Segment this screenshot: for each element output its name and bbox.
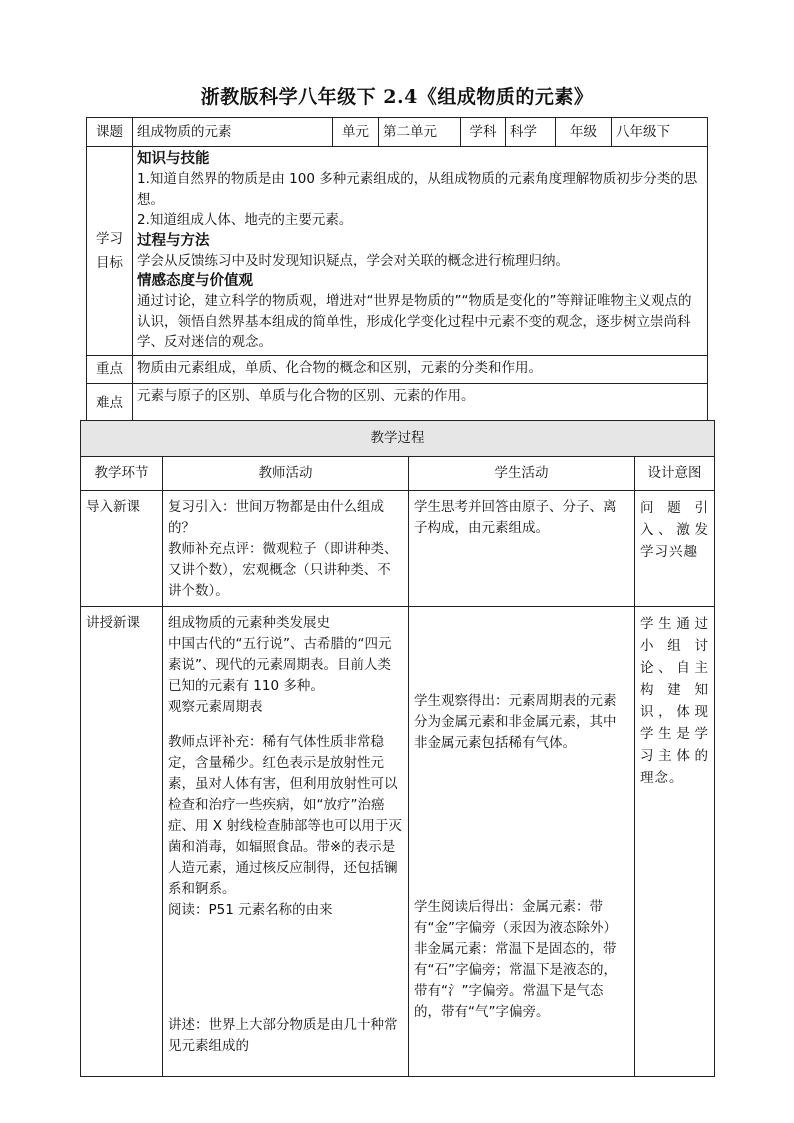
lesson-info-table bbox=[86, 117, 708, 423]
attitude-heading: 情感态度与价值观 bbox=[137, 273, 253, 289]
goals-label-line-2: 目标 bbox=[96, 254, 123, 271]
intent-new-lesson-text: 学生通过小组讨论、自主构建知识，体现学生是学习主体的理念。 bbox=[640, 616, 709, 786]
teacher-intro-question: 复习引入：世间万物都是由什么组成的？ bbox=[168, 499, 384, 536]
subject-label: 学科 bbox=[461, 118, 506, 147]
intent-intro-text: 问题引入、激发学习兴趣 bbox=[640, 500, 709, 560]
col-header-student: 学生活动 bbox=[409, 457, 635, 491]
knowledge-heading: 知识与技能 bbox=[137, 151, 210, 167]
intent-new-lesson bbox=[635, 607, 715, 1077]
subject-value: 科学 bbox=[506, 118, 556, 147]
key-point-label: 重点 bbox=[87, 355, 133, 383]
goals-label-line-1: 学习 bbox=[96, 230, 123, 247]
teacher-activity-intro bbox=[163, 491, 409, 607]
attitude-text: 通过讨论，建立科学的物质观，增进对“世界是物质的”“物质是变化的”等辩证唯物主义观点的认识，领悟自然界基本组成的简单性，形成化学变化过程中元素不变的观念，逐步树立崇尚科学、反对迷信的观念。 bbox=[137, 293, 692, 350]
document-title: 浙教版科学八年级下 2.4《组成物质的元素》 bbox=[200, 86, 594, 108]
topic-label: 课题 bbox=[87, 118, 133, 147]
col-header-stage: 教学环节 bbox=[81, 457, 163, 491]
process-text: 学会从反馈练习中及时发现知识疑点，学会对关联的概念进行梳理归纳。 bbox=[137, 252, 569, 269]
unit-label: 单元 bbox=[333, 118, 379, 147]
student-activity-new bbox=[409, 607, 635, 1077]
teacher-comment: 教师点评补充：稀有气体性质非常稳定，含量稀少。红色表示是放射性元素，虽对人体有害，但利用放射性可以检查和治疗一些疾病，如“放疗”治癌症、用 X 射线检查肺部等也可以用于灭菌和消毒，如辐照食品。带※的表示是人造元素，通过核反应制得，还包括镧系和锕系。 bbox=[168, 734, 402, 897]
intent-intro bbox=[635, 491, 715, 607]
teacher-lecture: 讲述：世界上大部分物质是由几十种常见元素组成的 bbox=[168, 1017, 398, 1054]
teacher-activity-new bbox=[163, 607, 409, 1077]
topic-value: 组成物质的元素 bbox=[133, 118, 333, 147]
knowledge-item-2: 2.知道组成人体、地壳的主要元素。 bbox=[137, 212, 353, 228]
unit-value: 第二单元 bbox=[379, 118, 461, 147]
teacher-history-title: 组成物质的元素种类发展史 bbox=[168, 615, 330, 631]
process-heading: 过程与方法 bbox=[137, 232, 210, 249]
difficulty-text: 元素与原子的区别、单质与化合物的区别、元素的作用。 bbox=[133, 383, 708, 423]
learning-goals bbox=[133, 147, 708, 356]
student-read-nonmetal: 非金属元素：常温下是固态的，带有“石”字偏旁；常温下是液态的，带有“氵”字偏旁。常温下是气态的，带有“气”字偏旁。 bbox=[414, 941, 617, 1020]
teacher-observe: 观察元素周期表 bbox=[168, 699, 263, 715]
student-intro-answer: 学生思考并回答由原子、分子、离子构成，由元素组成。 bbox=[414, 499, 617, 536]
student-read-metal: 学生阅读后得出：金属元素：带有“金”字偏旁（汞因为液态除外） bbox=[414, 899, 617, 936]
col-header-intent: 设计意图 bbox=[635, 457, 715, 491]
col-header-teacher: 教师活动 bbox=[163, 457, 409, 491]
student-observe: 学生观察得出：元素周期表的元素分为金属元素和非金属元素，其中非金属元素包括稀有气体。 bbox=[414, 693, 617, 751]
process-banner: 教学过程 bbox=[81, 421, 715, 457]
teacher-reading: 阅读：P51 元素名称的由来 bbox=[168, 902, 333, 918]
difficulty-label: 难点 bbox=[87, 383, 133, 423]
goals-label bbox=[87, 147, 133, 356]
knowledge-item-1: 1.知道自然界的物质是由 100 多种元素组成的，从组成物质的元素角度理解物质初步分类的思想。 bbox=[137, 171, 698, 208]
student-activity-intro bbox=[409, 491, 635, 607]
grade-value: 八年级下 bbox=[612, 118, 708, 147]
key-point-text: 物质由元素组成，单质、化合物的概念和区别，元素的分类和作用。 bbox=[133, 355, 708, 383]
teacher-intro-comment: 教师补充点评：微观粒子（即讲种类、又讲个数），宏观概念（只讲种类、不讲个数）。 bbox=[168, 541, 398, 599]
stage-intro: 导入新课 bbox=[81, 491, 163, 607]
grade-label: 年级 bbox=[556, 118, 612, 147]
teacher-history: 中国古代的“五行说”、古希腊的“四元素说”、现代的元素周期表。目前人类已知的元素有 110 多种。 bbox=[168, 636, 392, 694]
stage-new-lesson: 讲授新课 bbox=[81, 607, 163, 1077]
teaching-process-table bbox=[80, 420, 715, 1077]
